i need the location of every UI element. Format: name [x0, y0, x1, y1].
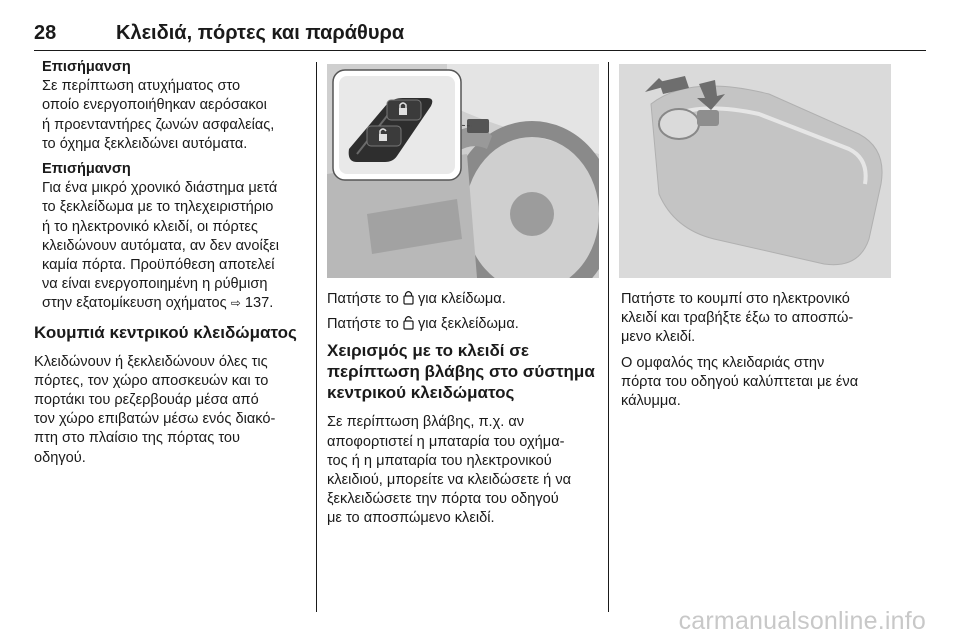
door-lock-buttons-figure	[327, 64, 599, 278]
column-middle	[327, 290, 599, 529]
column-left	[34, 58, 306, 468]
body-line: οδηγού.	[34, 449, 86, 466]
body-paragraph	[621, 354, 893, 412]
note-line-text: στην εξατομίκευση οχήματος	[42, 295, 227, 312]
body-line: Πατήστε το κουμπί στο ηλεκτρονικό	[621, 291, 850, 307]
body-paragraph	[34, 353, 306, 468]
body-line: μενο κλειδί.	[621, 329, 696, 346]
page-number: 28	[34, 22, 57, 44]
section-heading-line: περίπτωση βλάβης στο σύστημα	[327, 362, 595, 382]
note-line: το όχημα ξεκλειδώνει αυτόματα.	[42, 135, 248, 152]
body-paragraph	[327, 413, 599, 528]
header-rule	[34, 50, 926, 51]
lock-icon	[403, 290, 414, 305]
instruction-text: για ξεκλείδωμα.	[418, 316, 519, 333]
electronic-key-illustration	[619, 64, 891, 278]
section-heading: Κουμπιά κεντρικού κλειδώματος	[34, 322, 297, 342]
door-interior-illustration	[327, 64, 599, 278]
body-line: κλειδιού, μπορείτε να κλειδώσετε ή να	[327, 472, 572, 489]
body-line: πτη στο πλαίσιο της πόρτας του	[34, 430, 240, 447]
body-line: Κλειδώνουν ή ξεκλειδώνουν όλες τις	[34, 353, 268, 370]
section-heading-line: Χειρισμός με το κλειδί σε	[327, 341, 529, 361]
body-line: πόρτα του οδηγού καλύπτεται με ένα	[621, 373, 859, 390]
page-reference-arrow-icon: ⇨	[230, 296, 241, 311]
body-line: τος ή η μπαταρία του ηλεκτρονικού	[327, 452, 552, 469]
watermark: carmanualsonline.info	[678, 607, 926, 635]
note-line: καμία πόρτα. Προϋπόθεση αποτελεί	[42, 257, 275, 274]
note-block	[42, 160, 306, 314]
note-line: Σε περίπτωση ατυχήματος στο	[42, 78, 241, 95]
note-heading: Επισήμανση	[42, 161, 131, 178]
electronic-key-figure	[619, 64, 891, 278]
body-line: ξεκλειδώσετε την πόρτα του οδηγού	[327, 491, 559, 508]
column-right	[621, 290, 893, 417]
body-line: πόρτες, τον χώρο αποσκευών και το	[34, 372, 269, 389]
note-line: Για ένα μικρό χρονικό διάστημα μετά	[42, 180, 278, 197]
unlock-icon	[403, 315, 414, 330]
body-line: πορτάκι του ρεζερβουάρ μέσα από	[34, 392, 259, 409]
note-heading: Επισήμανση	[42, 59, 131, 75]
note-line: να είναι ενεργοποιημένη η ρύθμιση	[42, 276, 268, 293]
note-block	[42, 58, 306, 154]
note-line: κλειδώνουν αυτόματα, αν δεν ανοίξει	[42, 237, 279, 254]
instruction-unlock	[327, 315, 599, 334]
page-header	[34, 22, 926, 52]
body-line: κλειδί και τραβήξτε έξω το αποσπώ-	[621, 310, 854, 327]
note-line: ή το ηλεκτρονικό κλειδί, οι πόρτες	[42, 218, 258, 235]
body-line: με το αποσπώμενο κλειδί.	[327, 510, 495, 527]
body-line: Ο ομφαλός της κλειδαριάς στην	[621, 354, 825, 371]
instruction-text: για κλείδωμα.	[418, 291, 506, 307]
section-heading	[327, 340, 599, 403]
note-line: οποίο ενεργοποιήθηκαν αερόσακοι	[42, 97, 267, 114]
note-line: το ξεκλείδωμα με το τηλεχειριστήριο	[42, 199, 274, 216]
body-line: κάλυμμα.	[621, 393, 681, 410]
body-paragraph	[621, 290, 893, 348]
note-line	[42, 294, 306, 313]
section-heading-line: κεντρικού κλειδώματος	[327, 383, 515, 403]
instruction-lock	[327, 290, 599, 309]
column-divider	[608, 62, 609, 612]
instruction-text: Πατήστε το	[327, 291, 399, 307]
column-divider	[316, 62, 317, 612]
page-reference-link[interactable]: 137.	[244, 295, 274, 312]
instruction-text: Πατήστε το	[327, 316, 399, 333]
body-line: Σε περίπτωση βλάβης, π.χ. αν	[327, 414, 525, 431]
note-line: ή προενταντήρες ζωνών ασφαλείας,	[42, 116, 275, 133]
body-line: αποφορτιστεί η μπαταρία του οχήμα-	[327, 433, 565, 450]
chapter-title: Κλειδιά, πόρτες και παράθυρα	[116, 22, 405, 44]
body-line: τον χώρο επιβατών μέσω ενός διακό-	[34, 411, 276, 428]
